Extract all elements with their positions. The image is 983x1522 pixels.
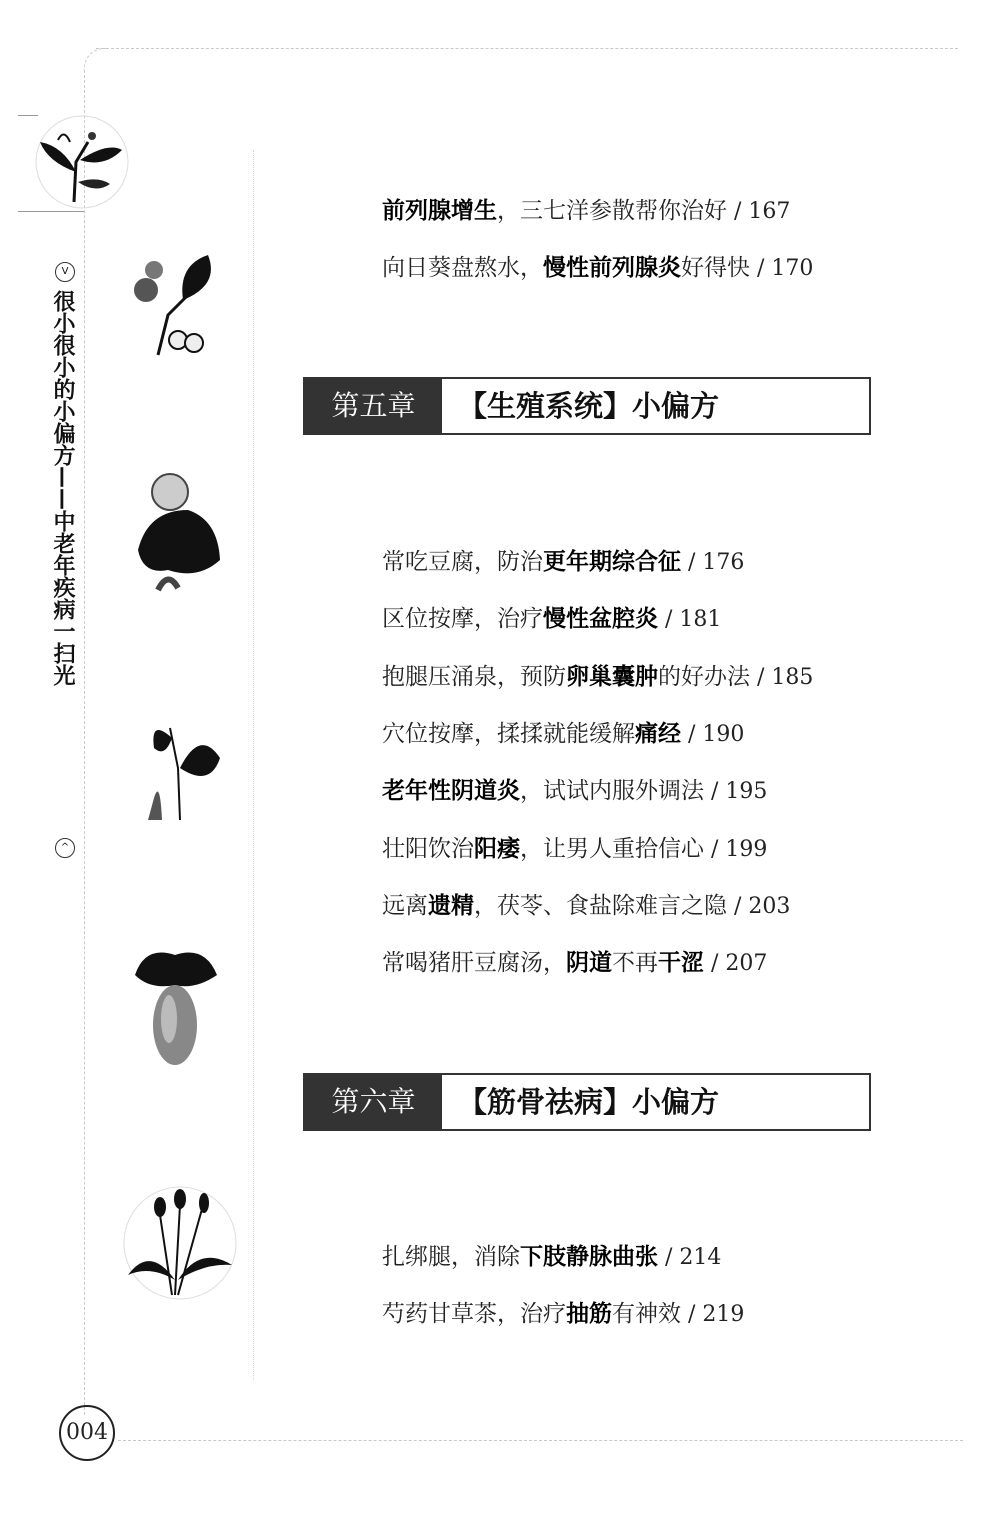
chapter-banner-5 xyxy=(303,377,871,435)
chapter-label: 第五章 xyxy=(305,379,442,433)
plant-fruit-icon xyxy=(128,245,223,360)
sidebar-book-title: 很小很小的小偏方——中老年疾病一扫光 xyxy=(50,290,75,686)
frame-corner xyxy=(84,48,109,73)
plant-radish-icon xyxy=(125,945,225,1070)
toc-entry: 区位按摩，治疗慢性盆腔炎 / 181 xyxy=(382,606,722,632)
plant-vine-icon xyxy=(140,708,225,828)
toc-entry: 穴位按摩，揉揉就能缓解痛经 / 190 xyxy=(382,721,745,747)
toc-entry: 扎绑腿，消除下肢静脉曲张 / 214 xyxy=(382,1244,722,1270)
plant-dandelion-icon xyxy=(120,1185,240,1305)
toc-entry: 抱腿压涌泉，预防卵巢囊肿的好办法 / 185 xyxy=(382,664,814,690)
sidebar-mark-bottom-icon: ^ xyxy=(55,838,75,858)
chapter-title: 【生殖系统】小偏方 xyxy=(458,389,720,423)
plant-lotus-icon xyxy=(118,470,228,600)
frame-bottom-line xyxy=(118,1440,963,1441)
toc-entry: 老年性阴道炎，试试内服外调法 / 195 xyxy=(382,778,768,804)
emblem-rule-bottom xyxy=(18,211,84,212)
frame-left-line xyxy=(84,70,85,1415)
chapter-label: 第六章 xyxy=(305,1075,442,1129)
chapter-title: 【筋骨祛病】小偏方 xyxy=(458,1085,720,1119)
plant-emblem-icon xyxy=(18,112,138,212)
toc-entry: 壮阳饮治阳痿，让男人重拾信心 / 199 xyxy=(382,836,768,862)
toc-entry: 常吃豆腐，防治更年期综合征 / 176 xyxy=(382,549,745,575)
frame-top-line xyxy=(96,48,958,49)
sidebar-mark-top-icon: V xyxy=(55,262,75,282)
toc-entry: 前列腺增生，三七洋参散帮你治好 / 167 xyxy=(382,198,791,224)
toc-entry: 向日葵盘熬水，慢性前列腺炎好得快 / 170 xyxy=(382,255,814,281)
toc-entry: 远离遗精，茯苓、食盐除难言之隐 / 203 xyxy=(382,893,791,919)
toc-entry: 芍药甘草茶，治疗抽筋有神效 / 219 xyxy=(382,1301,745,1327)
inner-divider xyxy=(253,150,254,1380)
chapter-banner-6 xyxy=(303,1073,871,1131)
page-number: 004 xyxy=(59,1405,115,1461)
toc-entry: 常喝猪肝豆腐汤，阴道不再干涩 / 207 xyxy=(382,950,768,976)
